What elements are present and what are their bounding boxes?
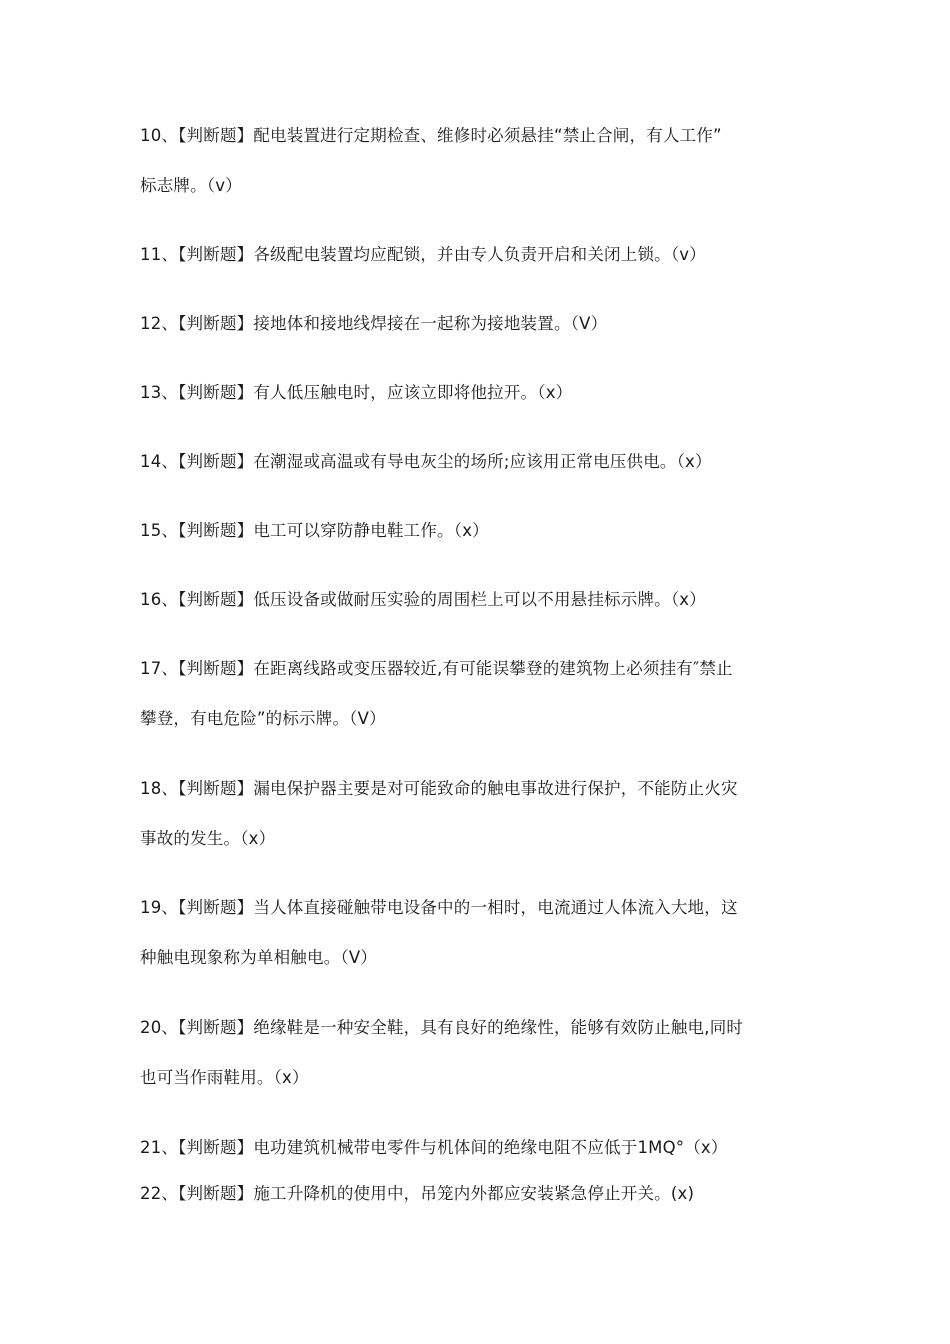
question-19-line-1: 19、【判断题】当人体直接碰触带电设备中的一相时，电流通过人体流入大地，这 [140, 898, 738, 917]
question-20-line-1: 20、【判断题】绝缘鞋是一种安全鞋，具有良好的绝缘性，能够有效防止触电,同时 [140, 1018, 744, 1037]
question-10-line-2: 标志牌。（v） [140, 176, 242, 195]
question-13 [140, 368, 808, 418]
question-20-line-2: 也可当作雨鞋用。（x） [140, 1068, 309, 1087]
question-15 [140, 506, 808, 556]
question-21-line-1: 21、【判断题】电功建筑机械带电零件与机体间的绝缘电阻不应低于1MQ°（x） [140, 1138, 728, 1157]
question-19-line-2: 种触电现象称为单相触电。（V） [140, 948, 378, 967]
question-22-line-1: 22、【判断题】施工升降机的使用中，吊笼内外都应安装紧急停止开关。(x) [140, 1184, 695, 1203]
question-16 [140, 575, 808, 625]
question-12 [140, 299, 808, 349]
question-17-line-2: 攀登，有电危险”的标示牌。（V） [140, 709, 386, 728]
question-16-line-1: 16、【判断题】低压设备或做耐压实验的周围栏上可以不用悬挂标示牌。（x） [140, 590, 706, 609]
question-21 [140, 1136, 808, 1160]
question-19 [140, 883, 808, 983]
question-11-line-1: 11、【判断题】各级配电装置均应配锁，并由专人负责开启和关闭上锁。（v） [140, 245, 706, 264]
question-11 [140, 230, 808, 280]
question-17 [140, 644, 808, 744]
question-10 [140, 111, 808, 211]
question-10-line-1: 10、【判断题】配电装置进行定期检查、维修时必须悬挂“禁止合闸，有人工作” [140, 126, 722, 145]
question-14-line-1: 14、【判断题】在潮湿或高温或有导电灰尘的场所;应该用正常电压供电。（x） [140, 452, 712, 471]
question-17-line-1: 17、【判断题】在距离线路或变压器较近,有可能误攀登的建筑物上必须挂有″禁止 [140, 659, 733, 678]
question-18-line-1: 18、【判断题】漏电保护器主要是对可能致命的触电事故进行保护，不能防止火灾 [140, 779, 738, 798]
question-12-line-1: 12、【判断题】接地体和接地线焊接在一起称为接地装置。（V） [140, 314, 608, 333]
question-13-line-1: 13、【判断题】有人低压触电时，应该立即将他拉开。（x） [140, 383, 573, 402]
question-14 [140, 437, 808, 487]
question-20 [140, 1003, 808, 1103]
question-18 [140, 764, 808, 864]
question-22 [140, 1182, 808, 1206]
question-15-line-1: 15、【判断题】电工可以穿防静电鞋工作。（x） [140, 521, 489, 540]
question-18-line-2: 事故的发生。（x） [140, 829, 276, 848]
